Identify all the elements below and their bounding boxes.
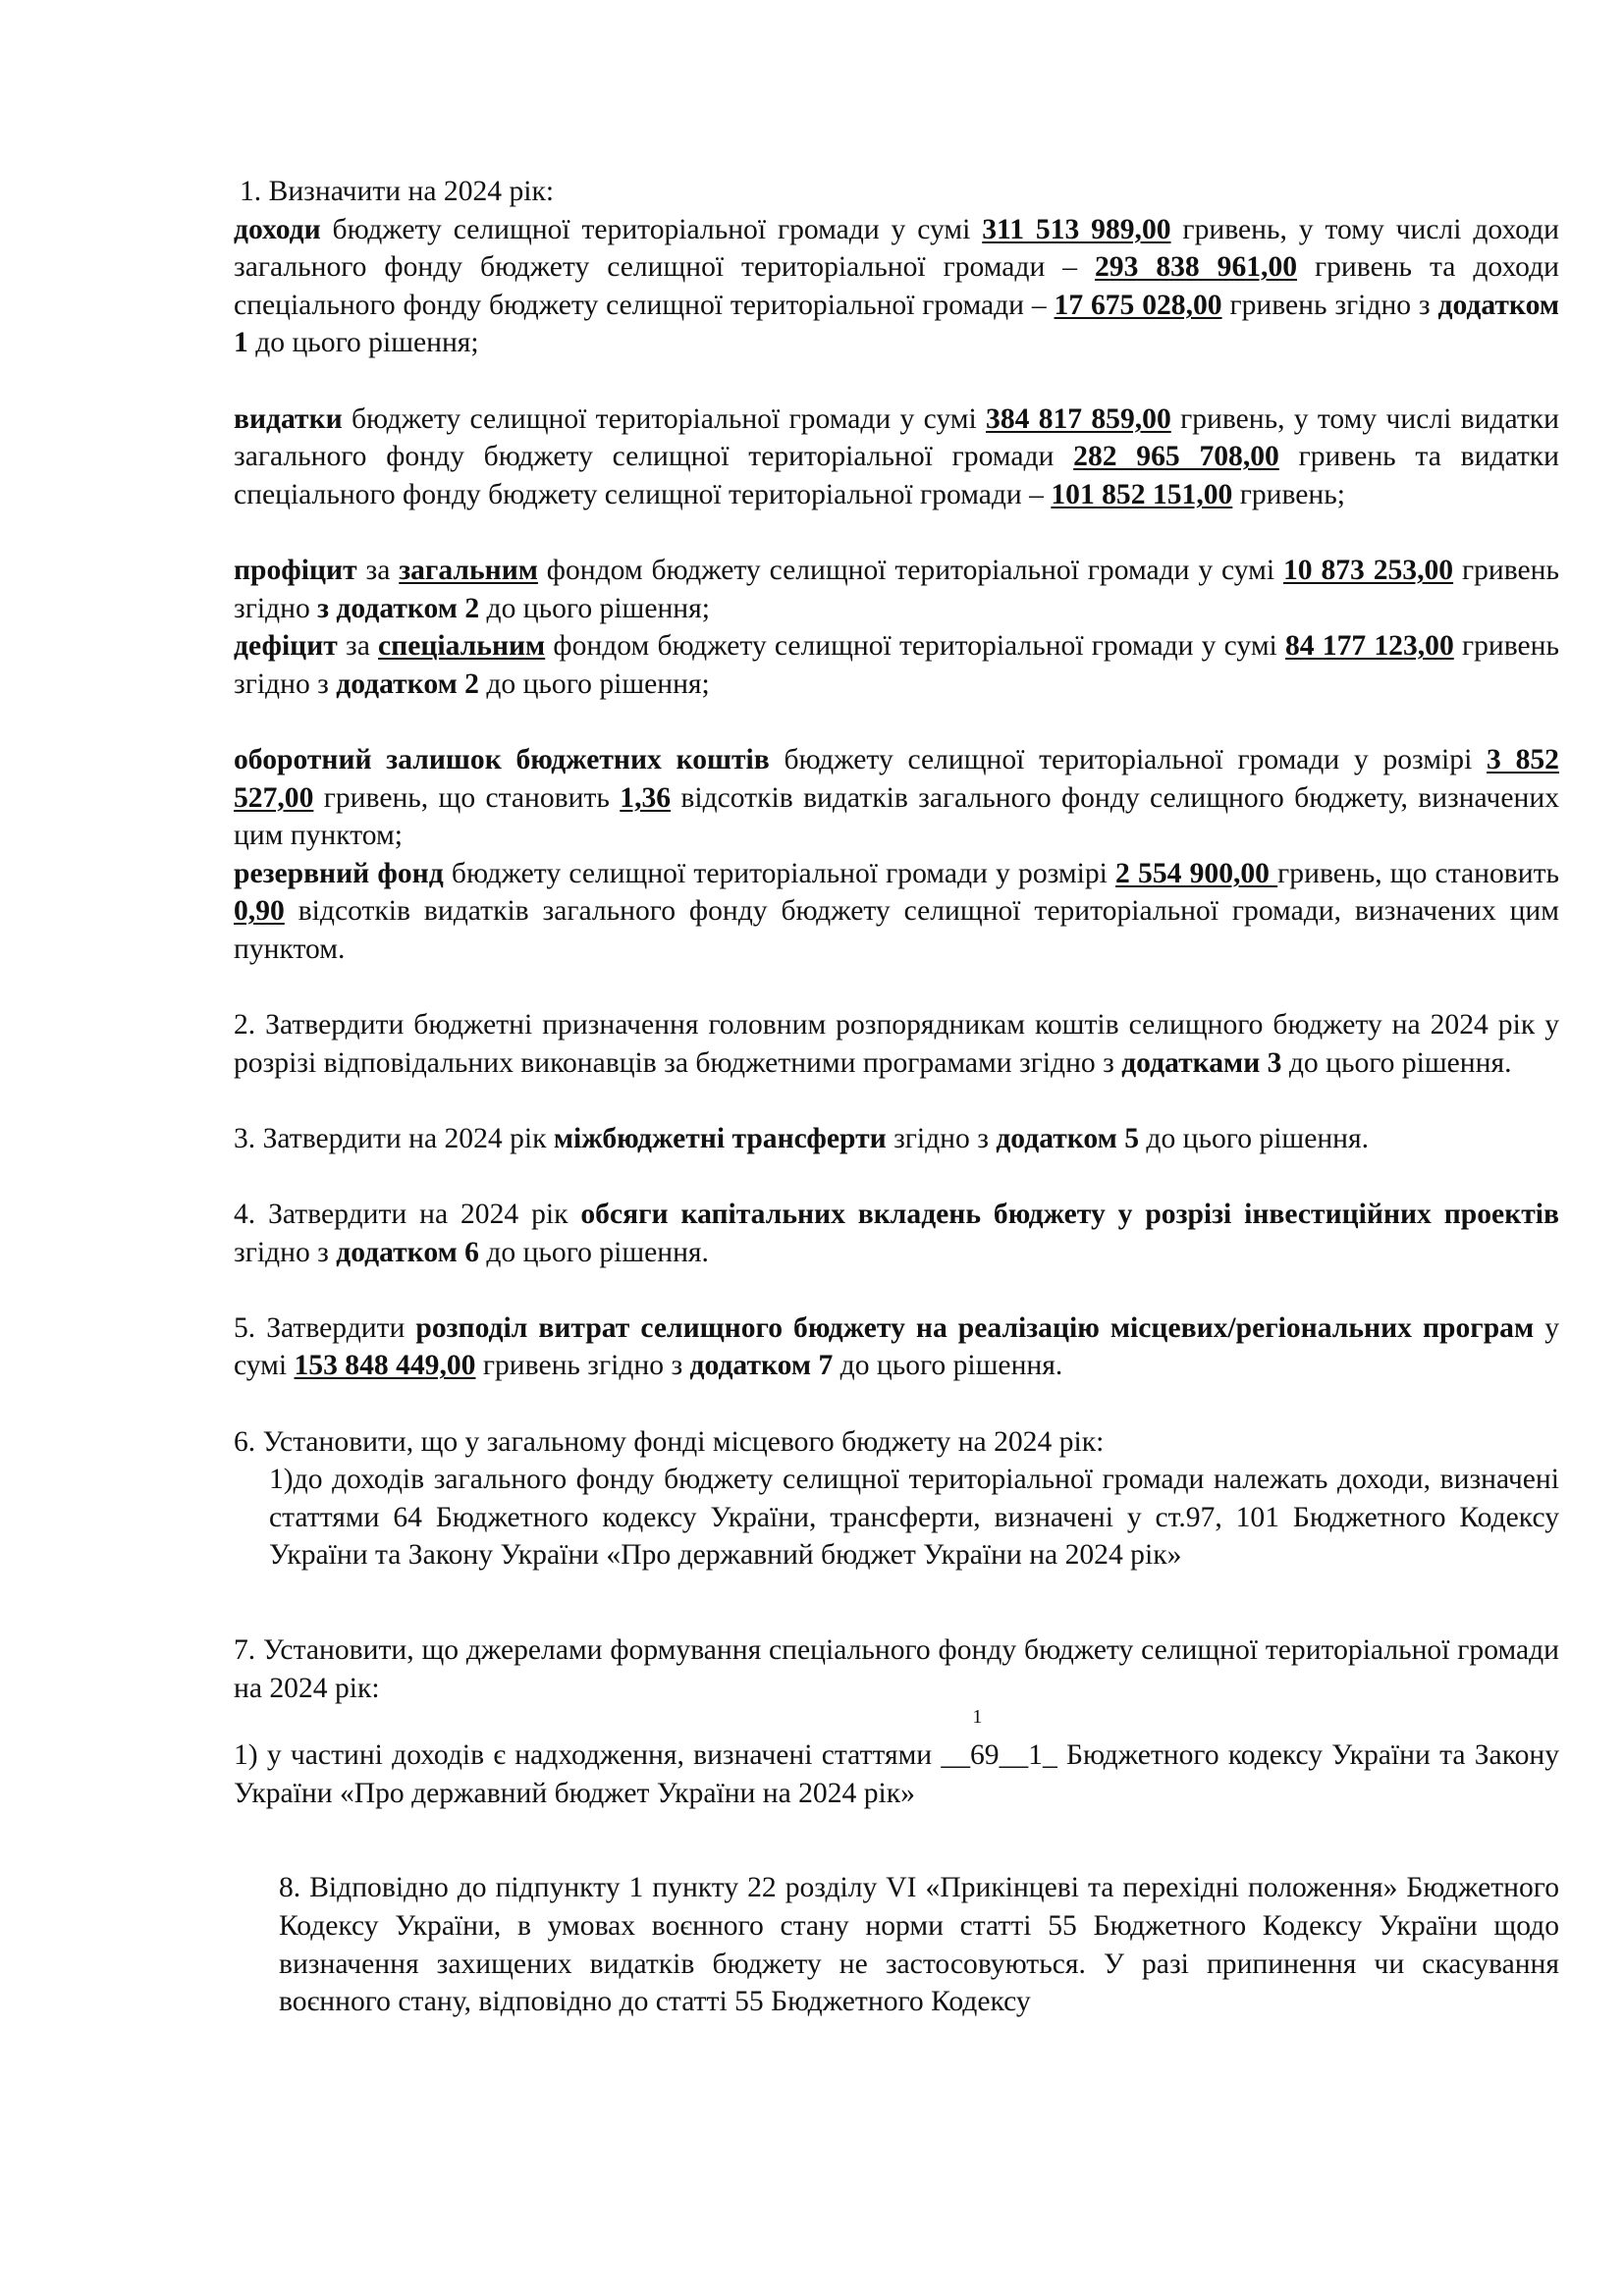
reserve-fund-percent: 0,90: [234, 895, 285, 928]
section-3-bold: міжбюджетні трансферти: [553, 1122, 887, 1154]
surplus-annex: з додатком 2: [317, 592, 480, 624]
expense-special-fund: 101 852 151,00: [1051, 478, 1233, 510]
section-5: 5. Затвердити розподіл витрат селищного бюджету на реалізацію місцевих/регіональних програм у сумі 153 848 449,00 гривень згідно з додатком 7 до цього рішення.: [234, 1311, 1559, 1382]
document-page: [234, 173, 1559, 2021]
surplus-amount: 10 873 253,00: [1283, 554, 1454, 586]
surplus-fund: загальним: [399, 554, 538, 586]
section-6-item-1: 1)до доходів загального фонду бюджету селищної територіальної громади належать доходи, визначені статтями 64 Бюджетного кодексу України, трансферти, визначені у ст.97, 101 Бюджетного Кодексу України та Закону України «Про державний бюджет України на 2024 рік»: [269, 1464, 1559, 1572]
section-3-annex: додатком 5: [996, 1122, 1140, 1154]
expense-paragraph: видатки бюджету селищної територіальної громади у сумі 384 817 859,00 гривень, у тому числі видатки загального фонду бюджету селищної територіальної громади 282 965 708,00 гривень та видатки спеціального фонду бюджету селищної територіальної громади – 101 852 151,00 гривень;: [234, 402, 1559, 510]
working-balance-percent: 1,36: [620, 781, 672, 814]
section-5-amount: 153 848 449,00: [294, 1350, 476, 1382]
deficit-paragraph: дефіцит за спеціальним фондом бюджету селищної територіальної громади у сумі 84 177 123,00 гривень згідно з додатком 2 до цього рішення;: [234, 630, 1560, 700]
income-general-fund: 293 838 961,00: [1094, 251, 1298, 284]
working-balance-term: оборотний залишок бюджетних коштів: [234, 743, 770, 775]
section-5-annex: додатком 7: [689, 1350, 834, 1382]
deficit-amount: 84 177 123,00: [1284, 630, 1454, 663]
income-total: 311 513 989,00: [982, 213, 1171, 245]
expense-term: видатки: [234, 402, 343, 435]
deficit-term: дефіцит: [234, 630, 338, 663]
section-1-intro: 1. Визначити на 2024 рік:: [240, 176, 555, 207]
deficit-annex: додатком 2: [336, 667, 479, 700]
income-paragraph: доходи бюджету селищної територіальної громади у сумі 311 513 989,00 гривень, у тому числі доходи загального фонду бюджету селищної територіальної громади – 293 838 961,00 гривень та доходи спеціального фонду бюджету селищної територіальної громади – 17 675 028,00 гривень згідно з додатком 1 до цього рішення;: [234, 213, 1560, 359]
section-7-item-1: 1) у частині доходів є надходження, визначені статтями __69_ 1 _1_ Бюджетного кодексу України та Закону України «Про державний бюджет України на 2024 рік»: [234, 1706, 1559, 1809]
surplus-term: профіцит: [234, 554, 357, 586]
section-4-bold: обсяги капітальних вкладень бюджету у розрізі інвестиційних проектів: [580, 1199, 1559, 1231]
reserve-fund-term: резервний фонд: [234, 857, 444, 889]
reserve-fund-amount: 2 554 900,00: [1115, 857, 1278, 889]
section-6-intro: 6. Установити, що у загальному фонді місцевого бюджету на 2024 рік:: [234, 1425, 1105, 1458]
income-special-fund: 17 675 028,00: [1054, 289, 1222, 321]
article-number: __69_ 1: [941, 1706, 1014, 1772]
income-annex: додатком 1: [234, 289, 1559, 359]
section-4-annex: додатком 6: [336, 1236, 479, 1268]
section-4: 4. Затвердити на 2024 рік обсяги капітальних вкладень бюджету у розрізі інвестиційних проектів згідно з додатком 6 до цього рішення.: [234, 1199, 1559, 1268]
expense-total: 384 817 859,00: [986, 402, 1171, 435]
expense-general-fund: 282 965 708,00: [1073, 441, 1279, 473]
section-8: 8. Відповідно до підпункту 1 пункту 22 розділу VI «Прикінцеві та перехідні положення» Бюджетного Кодексу України, в умовах воєнного стану норми статті 55 Бюджетного Кодексу України щодо визначення захищених видатків бюджету не застосовуються. У разі припинення чи скасування воєнного стану, відповідно до статті 55 Бюджетного Кодексу: [279, 1872, 1559, 2018]
deficit-fund: спеціальним: [378, 630, 546, 663]
section-2: 2. Затвердити бюджетні призначення головним розпорядникам коштів селищного бюджету на 2024 рік у розрізі відповідальних виконавців за бюджетними програмами згідно з додатками 3 до цього рішення.: [234, 1009, 1559, 1079]
section-5-bold: розподіл витрат селищного бюджету на реалізацію місцевих/регіональних програм: [415, 1311, 1535, 1344]
working-balance-paragraph: оборотний залишок бюджетних коштів бюджету селищної територіальної громади у розмірі 3 852 527,00 гривень, що становить 1,36 відсотків видатків загального фонду селищного бюджету, визначених цим пунктом;: [234, 743, 1559, 852]
working-balance-amount: 3 852 527,00: [234, 743, 1559, 814]
section-2-annex: додатками 3: [1121, 1046, 1282, 1079]
article-superscript: 1: [972, 1706, 983, 1729]
surplus-paragraph: профіцит за загальним фондом бюджету селищної територіальної громади у сумі 10 873 253,00 гривень згідно з додатком 2 до цього рішення;: [234, 554, 1560, 624]
section-3: 3. Затвердити на 2024 рік міжбюджетні трансферти згідно з додатком 5 до цього рішення.: [234, 1122, 1370, 1154]
income-term: доходи: [234, 213, 321, 245]
section-7-intro: 7. Установити, що джерелами формування спеціального фонду бюджету селищної територіальної громади на 2024 рік:: [234, 1633, 1559, 1704]
reserve-fund-paragraph: резервний фонд бюджету селищної територіальної громади у розмірі 2 554 900,00 гривень, що становить 0,90 відсотків видатків загального фонду бюджету селищної територіальної громади, визначених цим пунктом.: [234, 857, 1559, 965]
